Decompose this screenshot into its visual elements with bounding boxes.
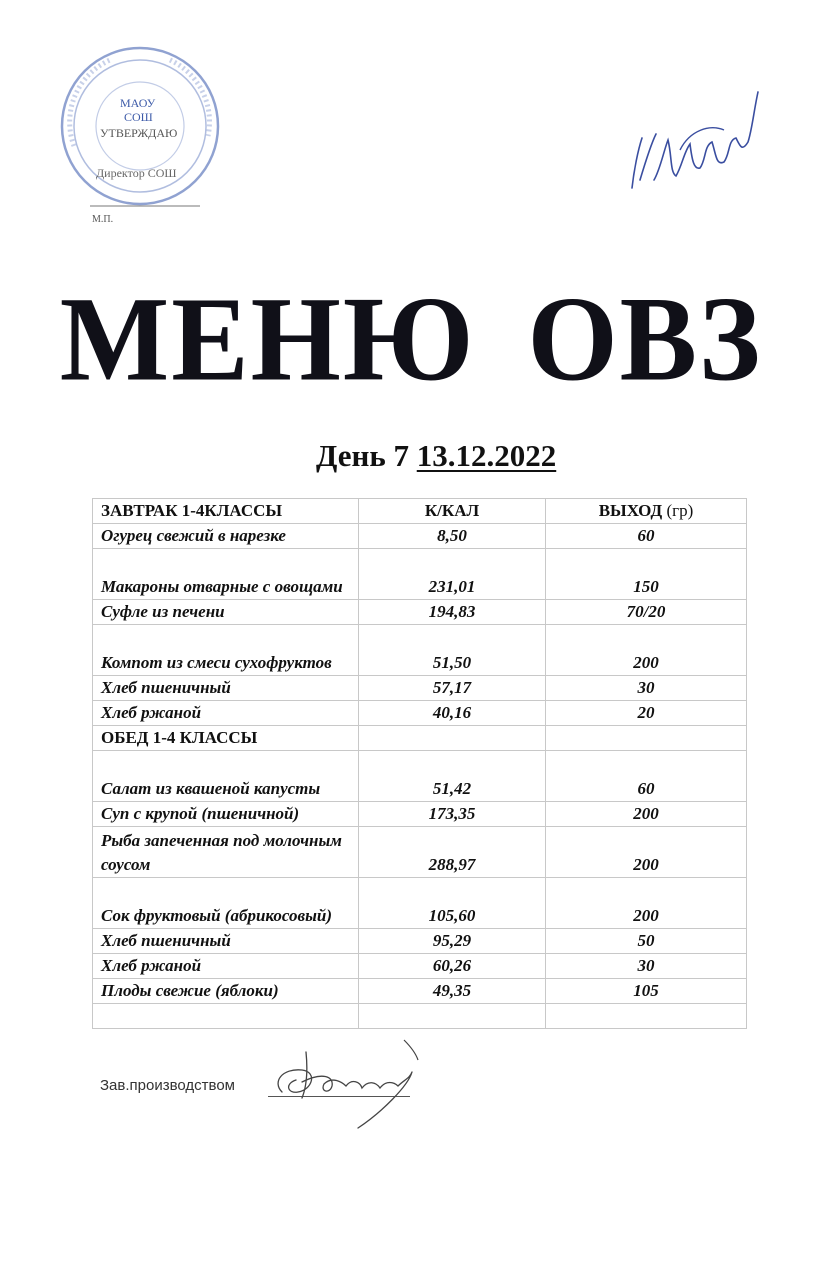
day-date-heading [316,438,556,474]
dish-yield: 200 [546,802,747,827]
dish-yield: 70/20 [546,600,747,625]
table-row [93,878,747,929]
dish-yield: 30 [546,954,747,979]
dish-kcal: 57,17 [359,676,546,701]
dish-yield: 200 [546,625,747,676]
dish-name: Суп с крупой (пшеничной) [93,802,359,827]
dish-name: Салат из квашеной капусты [93,751,359,802]
dish-yield: 30 [546,676,747,701]
dish-kcal: 288,97 [359,827,546,878]
manager-signature [262,1032,432,1132]
table-row [93,676,747,701]
dish-yield: 200 [546,827,747,878]
dish-yield: 105 [546,979,747,1004]
empty-cell [359,1004,546,1029]
stamp-line-3: УТВЕРЖДАЮ [100,126,178,140]
dish-kcal: 60,26 [359,954,546,979]
dish-yield: 20 [546,701,747,726]
dish-name: Плоды свежие (яблоки) [93,979,359,1004]
header-breakfast: ЗАВТРАК 1-4КЛАССЫ [93,499,359,524]
dish-kcal: 51,50 [359,625,546,676]
school-stamp [50,36,230,226]
table-row [93,549,747,600]
empty-cell [546,1004,747,1029]
empty-cell [546,726,747,751]
lunch-section-row [93,726,747,751]
table-row [93,625,747,676]
dish-yield: 60 [546,751,747,802]
date-label: 13.12.2022 [416,438,557,473]
dish-name: Хлеб пшеничный [93,929,359,954]
title-word-menu: МЕНЮ [59,273,476,407]
table-row [93,802,747,827]
dish-kcal: 105,60 [359,878,546,929]
dish-yield: 150 [546,549,747,600]
dish-name: Компот из смеси сухофруктов [93,625,359,676]
stamp-line-5: М.П. [92,214,114,225]
dish-name: Хлеб ржаной [93,954,359,979]
dish-name: Хлеб ржаной [93,701,359,726]
table-row [93,600,747,625]
dish-name: Рыба запеченная под молочным соусом [93,827,359,878]
dish-kcal: 49,35 [359,979,546,1004]
dish-kcal: 8,50 [359,524,546,549]
dish-yield: 60 [546,524,747,549]
table-header-row [93,499,747,524]
dish-kcal: 194,83 [359,600,546,625]
dish-name: Огурец свежий в нарезке [93,524,359,549]
day-label: День 7 [316,438,409,473]
table-row [93,827,747,878]
dish-kcal: 51,42 [359,751,546,802]
dish-kcal: 95,29 [359,929,546,954]
header-yield-unit: (гр) [666,501,694,520]
dish-yield: 50 [546,929,747,954]
dish-name: Суфле из печени [93,600,359,625]
header-yield [546,499,747,524]
header-yield-label: ВЫХОД [598,501,663,520]
dish-yield: 200 [546,878,747,929]
empty-cell [359,726,546,751]
empty-row [93,1004,747,1029]
lunch-header: ОБЕД 1-4 КЛАССЫ [93,726,359,751]
stamp-line-4: Директор СОШ [96,166,177,180]
dish-kcal: 173,35 [359,802,546,827]
dish-name: Сок фруктовый (абрикосовый) [93,878,359,929]
stamp-line-2: СОШ [124,110,153,124]
production-manager-label: Зав.производством [100,1077,235,1094]
page-title [0,273,822,407]
menu-table [92,498,747,1029]
empty-cell [93,1004,359,1029]
table-row [93,979,747,1004]
table-row [93,929,747,954]
dish-kcal: 40,16 [359,701,546,726]
table-row [93,701,747,726]
dish-name: Хлеб пшеничный [93,676,359,701]
title-word-ovz: ОВЗ [527,273,763,407]
stamp-line-1: МАОУ [120,96,156,110]
dish-kcal: 231,01 [359,549,546,600]
table-row [93,954,747,979]
table-row [93,524,747,549]
header-kcal: К/КАЛ [359,499,546,524]
dish-name: Макароны отварные с овощами [93,549,359,600]
table-row [93,751,747,802]
director-signature [620,80,770,200]
